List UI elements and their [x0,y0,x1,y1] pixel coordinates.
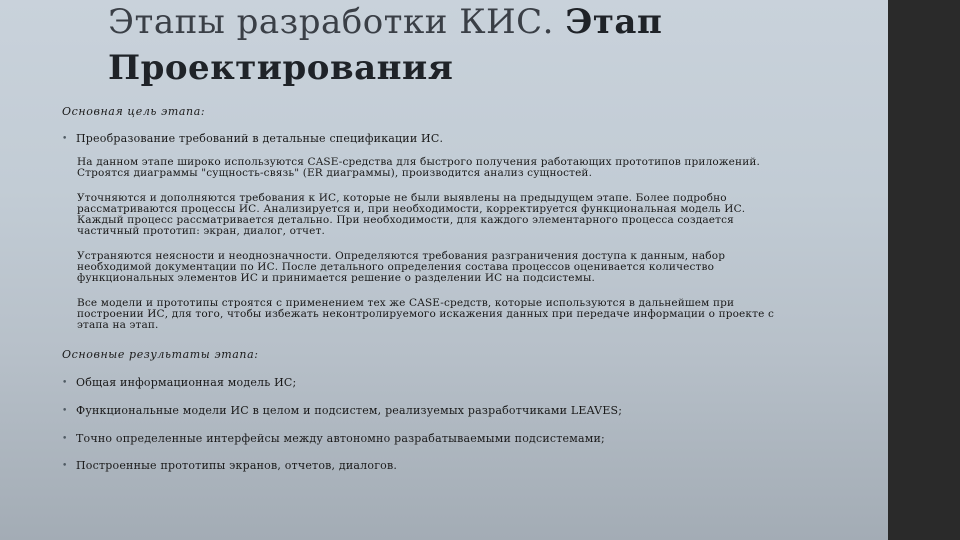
bullet-icon: • [62,461,68,471]
goal-heading: Основная цель этапа: [62,105,206,118]
results-bullet-4 [62,459,397,472]
title-bold-part1: Этап [565,2,663,42]
bullet-icon: • [62,434,68,444]
goal-paragraph-3: Устраняются неясности и неоднозначности. Определяются требования разграничения доступа к данным, набор необходимой документации по ИС. После детального определения состава процессов оценивается количество функциональных элементов ИС и принимается решение о разделении ИС на подсистемы. [77,250,726,284]
results-bullet-text: Точно определенные интерфейсы между автономно разрабатываемыми подсистемами; [76,432,605,445]
title-bold-part2: Проектирования [108,48,454,88]
goal-paragraph-4: Все модели и прототипы строятся с применением тех же CASE-средств, которые используются в дальнейшем при построении ИС, для того, чтобы избежать неконтролируемого искажения данных при передаче информации о проекте с этапа на этап. [77,297,774,331]
results-bullet-1 [62,376,296,389]
bullet-icon: • [62,378,68,388]
goal-paragraph-1: На данном этапе широко используются CASE-средства для быстрого получения работающих прототипов приложений. Строятся диаграммы "сущность-связь" (ER диаграммы), производится анализ сущностей. [77,156,760,179]
results-bullet-text: Общая информационная модель ИС; [76,376,297,389]
results-bullet-text: Функциональные модели ИС в целом и подсистем, реализуемых разработчиками LEAVES; [76,404,623,417]
goal-bullet-text: Преобразование требований в детальные спецификации ИС. [76,132,444,145]
goal-bullet [62,132,443,145]
results-bullet-text: Построенные прототипы экранов, отчетов, диалогов. [76,459,398,472]
results-bullet-3 [62,432,605,445]
bullet-icon: • [62,406,68,416]
results-heading: Основные результаты этапа: [62,348,259,361]
title-light-part: Этапы разработки КИС. [108,2,566,42]
results-bullet-2 [62,404,622,417]
goal-paragraph-2: Уточняются и дополняются требования к ИС, которые не были выявлены на предыдущем этапе. Более подробно рассматриваются процессы ИС. Анализируется и, при необходимости, корректируется функциональная модель ИС. Каждый процесс рассматривается детально. При необходимости, для каждого элементарного процесса создается частичный прототип: экран, диалог, отчет. [77,192,746,237]
side-bar [888,0,960,540]
bullet-icon: • [62,134,68,144]
